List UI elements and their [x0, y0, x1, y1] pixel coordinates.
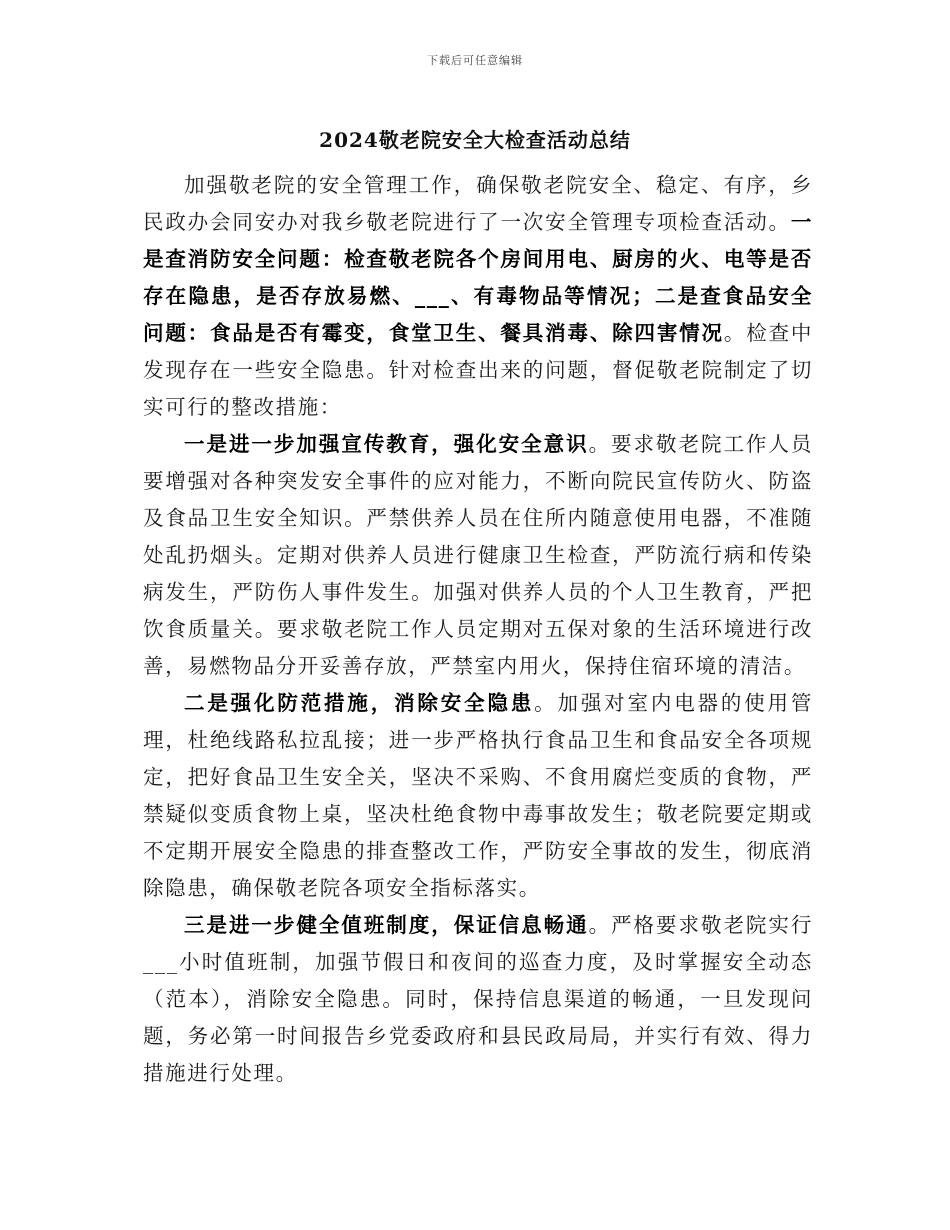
paragraph-2-body: 。要求敬老院工作人员要增强对各种突发安全事件的应对能力，不断向院民宣传防火、防盗及食品卫生安全知识。严禁供养人员在住所内随意使用电器，不准随处乱扔烟头。定期对供养人员进行健康卫生检查，严防流行病和传染病发生，严防伤人事件发生。加强对供养人员的个人卫生教育，严把饮食质量关。要求敬老院工作人员定期对五保对象的生活环境进行改善，易燃物品分开妥善存放，严禁室内用火，保持住宿环境的清洁。 — [143, 432, 813, 678]
document-body — [143, 167, 813, 1092]
paragraph-2 — [143, 426, 813, 685]
header-note: 下载后可任意编辑 — [427, 54, 523, 67]
paragraph-4-body: 。严格要求敬老院实行___小时值班制，加强节假日和夜间的巡查力度，及时掌握安全动态（范本），消除安全隐患。同时，保持信息渠道的畅通，一旦发现问题，务必第一时间报告乡党委政府和县民政局局，并实行有效、得力措施进行处理。 — [143, 913, 813, 1085]
paragraph-2-heading: 一是进一步加强宣传教育，强化安全意识 — [184, 432, 589, 456]
paragraph-1 — [143, 167, 813, 426]
paragraph-3 — [143, 685, 813, 907]
paragraph-4-heading: 三是进一步健全值班制度，保证信息畅通 — [184, 913, 589, 937]
document-title: 2024敬老院安全大检查活动总结 — [319, 128, 631, 152]
paragraph-3-heading: 二是强化防范措施，消除安全隐患 — [184, 691, 535, 715]
paragraph-3-body: 。加强对室内电器的使用管理，杜绝线路私拉乱接；进一步严格执行食品卫生和食品安全各项规定，把好食品卫生安全关，坚决不采购、不食用腐烂变质的食物，严禁疑似变质食物上桌，坚决杜绝食物中毒事故发生；敬老院要定期或不定期开展安全隐患的排查整改工作，严防安全事故的发生，彻底消除隐患，确保敬老院各项安全指标落实。 — [143, 691, 814, 900]
paragraph-1-lead: 加强敬老院的安全管理工作，确保敬老院安全、稳定、有序，乡民政办会同安办对我乡敬老院进行了一次安全管理专项检查活动。 — [143, 173, 813, 234]
paragraph-1-bold: 一是查消防安全问题：检查敬老院各个房间用电、厨房的火、电等是否存在隐患，是否存放易燃、___、有毒物品等情况；二是查食品安全问题：食品是否有霉变，食堂卫生、餐具消毒、除四害情况 — [143, 210, 813, 345]
paragraph-1-tail: 。检查中发现存在一些安全隐患。针对检查出来的问题，督促敬老院制定了切实可行的整改措施： — [143, 321, 813, 419]
paragraph-4 — [143, 907, 813, 1092]
